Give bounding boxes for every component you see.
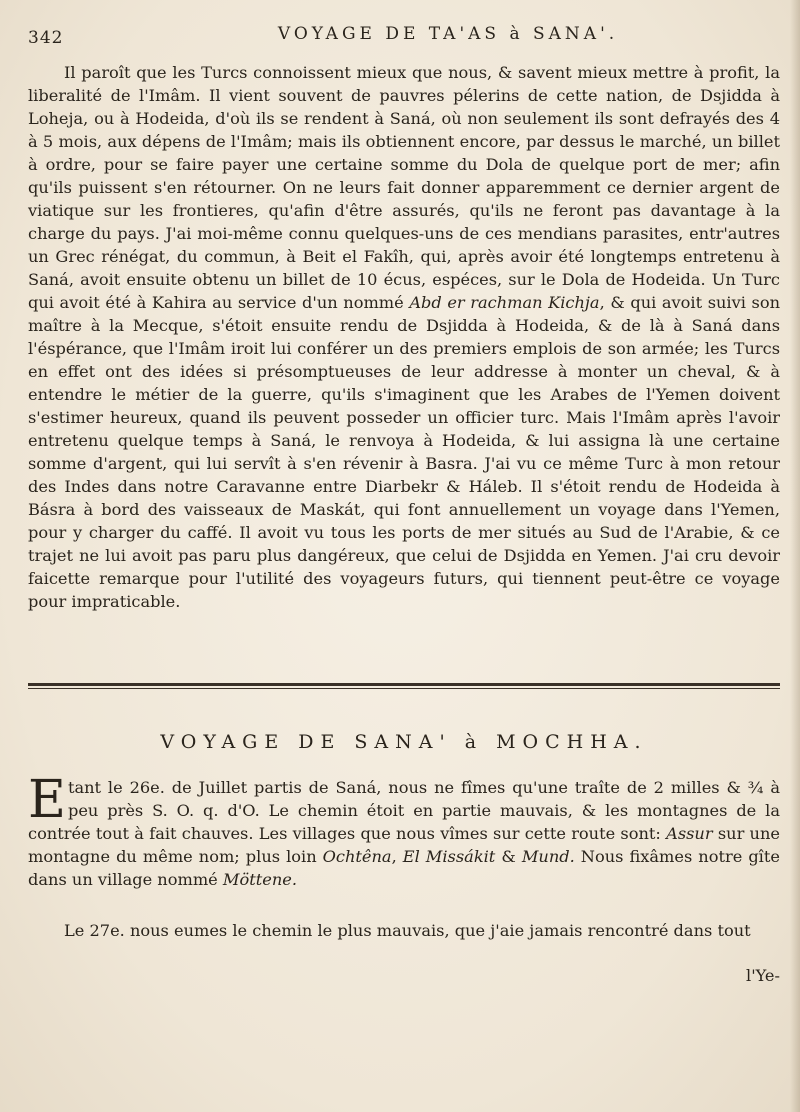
place-name-assur: Assur [666, 824, 713, 843]
paragraph-1-text: Il paroît que les Turcs connoissent mieux que nous, & savent mieux mettre à profit, la liberalité de l'Imâm. Il vient souvent de pauvres pélerins de cette nation, de Dsjidda à Loheja, ou à Hodeida, d'où ils se rendent à Saná, où non seulement ils sont defrayés des 4 à 5 mois, aux dépens de l'Imâm; mais ils obtiennent encore, par dessus le marché, un billet à ordre, pour se faire payer une certaine somme du Dola de quelque port de mer; afin qu'ils puissent s'en rétourner. On ne leurs fait donner apparemment ce dernier argent de viatique sur les frontieres, qu'afin d'être assurés, qu'ils ne feront pas davantage à la charge du pays. J'ai moi-même connu quelques-uns de ces mendians parasites, entr'autres un Grec rénégat, du commun, à Beit el Fakîh, qui, après avoir été longtemps entretenu à Saná, avoit ensuite obtenu un billet de 10 écus, espéces, sur le Dola de Hodeida. Un Turc qui avoit été à Kahira au service d'un nommé [28, 63, 780, 312]
catchword: l'Ye- [746, 966, 780, 985]
paragraph-turcs-pelerins [28, 61, 780, 613]
paragraph-1-continuation: , & qui avoit suivi son maître à la Mecque, s'étoit ensuite rendu de Dsjidda à Hodeida, & de là à Saná dans l'éspérance, que l'Imâm iroit lui conférer un des premiers emplois de son armée; les Turcs en effet ont des idées si présomptueuses de leur addresse à monter un cheval, & à entendre le métier de la guerre, qu'ils s'imaginent que les Arabes de l'Yemen doivent s'estimer heureux, quand ils peuvent posseder un officier turc. Mais l'Imâm après l'avoir entretenu quelque temps à Saná, le renvoya à Hodeida, & lui assigna là une certaine somme d'argent, qui lui servît à s'en révenir à Basra. J'ai vu ce même Turc à mon retour des Indes dans notre Caravanne entre Diarbekr & Háleb. Il s'étoit rendu de Hodeida à Básra à bord des vaisseaux de Maskát, qui font annuellement un voyage dans l'Yemen, pour y charger du caffé. Il avoit vu tous les ports de mer situés au Sud de l'Arabie, & ce trajet ne lui avoit pas paru plus dangéreux, que celui de Dsjidda en Yemen. J'ai cru devoir faicette remarque pour l'utilité des voyageurs futurs, qui tiennent peut-être ce voyage pour impraticable. [28, 293, 780, 611]
section-heading: VOYAGE DE SANA' à MOCHHA. [160, 731, 648, 753]
drop-cap: E [28, 770, 66, 830]
place-name-ochtena: Ochtêna [322, 847, 392, 866]
section-divider-rule [28, 683, 780, 689]
place-name-mottene: Möttene. [222, 870, 297, 889]
person-name-italic: Abd er rachman Kichja [409, 293, 600, 312]
paragraph-2-text: tant le 26e. de Juillet partis de Saná, nous ne fîmes qu'une traîte de 2 milles & ¾ à peu près S. O. q. d'O. Le chemin étoit en partie mauvais, & les montagnes de la contrée tout à fait chauves. Les villages que nous vîmes sur cette route sont: [28, 778, 780, 843]
separator-comma: , [391, 847, 397, 866]
page-edge-shadow [790, 0, 800, 1112]
page-header [28, 16, 788, 56]
paragraph-journey-start [28, 770, 780, 891]
place-name-el-missakit: El Missákit [402, 847, 496, 866]
separator-ampersand: & [501, 847, 516, 866]
place-name-mund: Mund. [521, 847, 575, 866]
paragraph-27th: Le 27e. nous eumes le chemin le plus mauvais, que j'aie jamais rencontré dans tout [64, 921, 751, 940]
paragraph-2-text-b: sur une montagne du même nom; plus loin [28, 824, 780, 866]
page-number: 342 [28, 28, 64, 48]
running-head: VOYAGE DE TA'AS à SANA'. [277, 24, 619, 44]
paragraph-2-text-c: Nous fixâmes notre gîte dans un village nommé [28, 847, 780, 889]
